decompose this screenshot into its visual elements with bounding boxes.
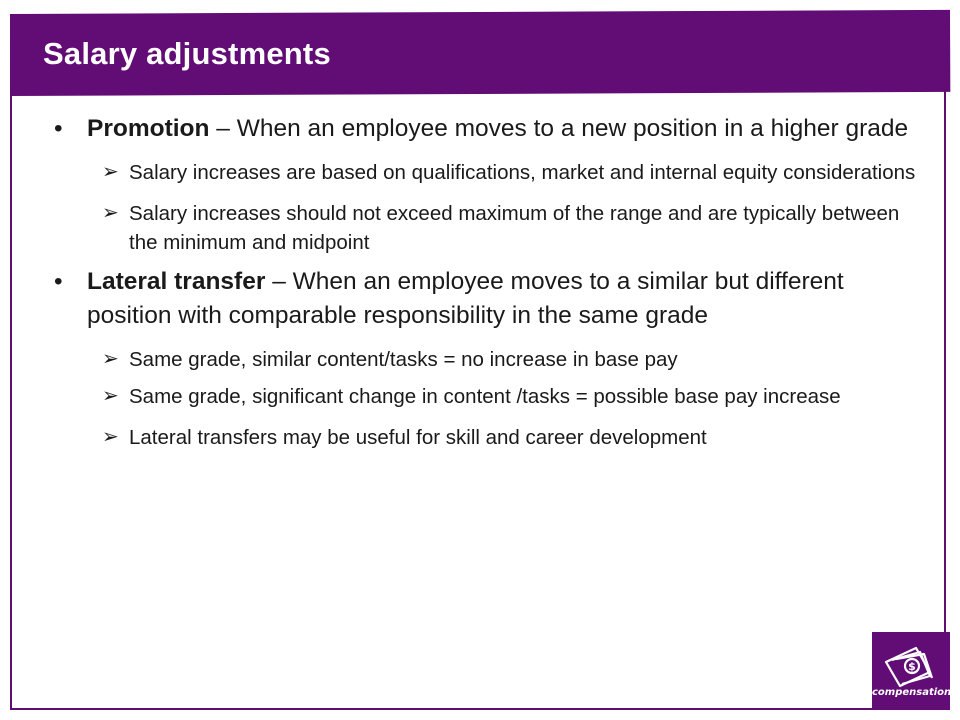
sub-bullet-text: Salary increases are based on qualifications, market and internal equity considerations [129, 161, 916, 184]
slide-title: Salary adjustments [43, 36, 331, 71]
bullet-dot-icon: • [54, 268, 63, 295]
sub-bullet-text: Salary increases should not exceed maximum of the range and are typically between the minimum and midpoint [129, 202, 900, 254]
arrow-bullet-icon: ➢ [102, 426, 119, 448]
arrow-bullet-icon: ➢ [102, 385, 119, 407]
sub-bullet [48, 158, 928, 187]
bullet-text: – When an employee moves to a new position in a higher grade [209, 115, 909, 142]
bullet-term: Promotion [87, 115, 210, 142]
bullet-text: – When an employee moves to a similar but different position with comparable responsibility in the same grade [87, 268, 844, 329]
badge-label: compensation [872, 687, 952, 698]
arrow-bullet-icon: ➢ [102, 161, 119, 183]
slide-content [48, 112, 928, 464]
compensation-badge [872, 632, 950, 710]
sub-bullet [48, 199, 928, 257]
sub-bullet-text: Same grade, significant change in content /tasks = possible base pay increase [129, 385, 841, 408]
sub-bullet [48, 345, 928, 374]
sub-bullet [48, 382, 928, 411]
money-bills-icon [872, 632, 950, 710]
arrow-bullet-icon: ➢ [102, 202, 119, 224]
sub-bullet-text: Same grade, similar content/tasks = no increase in base pay [129, 348, 678, 371]
bullet-lateral-transfer [48, 265, 928, 333]
bullet-term: Lateral transfer [87, 268, 266, 295]
bullet-dot-icon: • [54, 115, 63, 142]
sub-bullet-text: Lateral transfers may be useful for skill and career development [129, 426, 707, 449]
bullet-promotion [48, 112, 928, 146]
svg-text:$: $ [908, 660, 916, 673]
arrow-bullet-icon: ➢ [102, 348, 119, 370]
sub-bullet [48, 423, 928, 452]
